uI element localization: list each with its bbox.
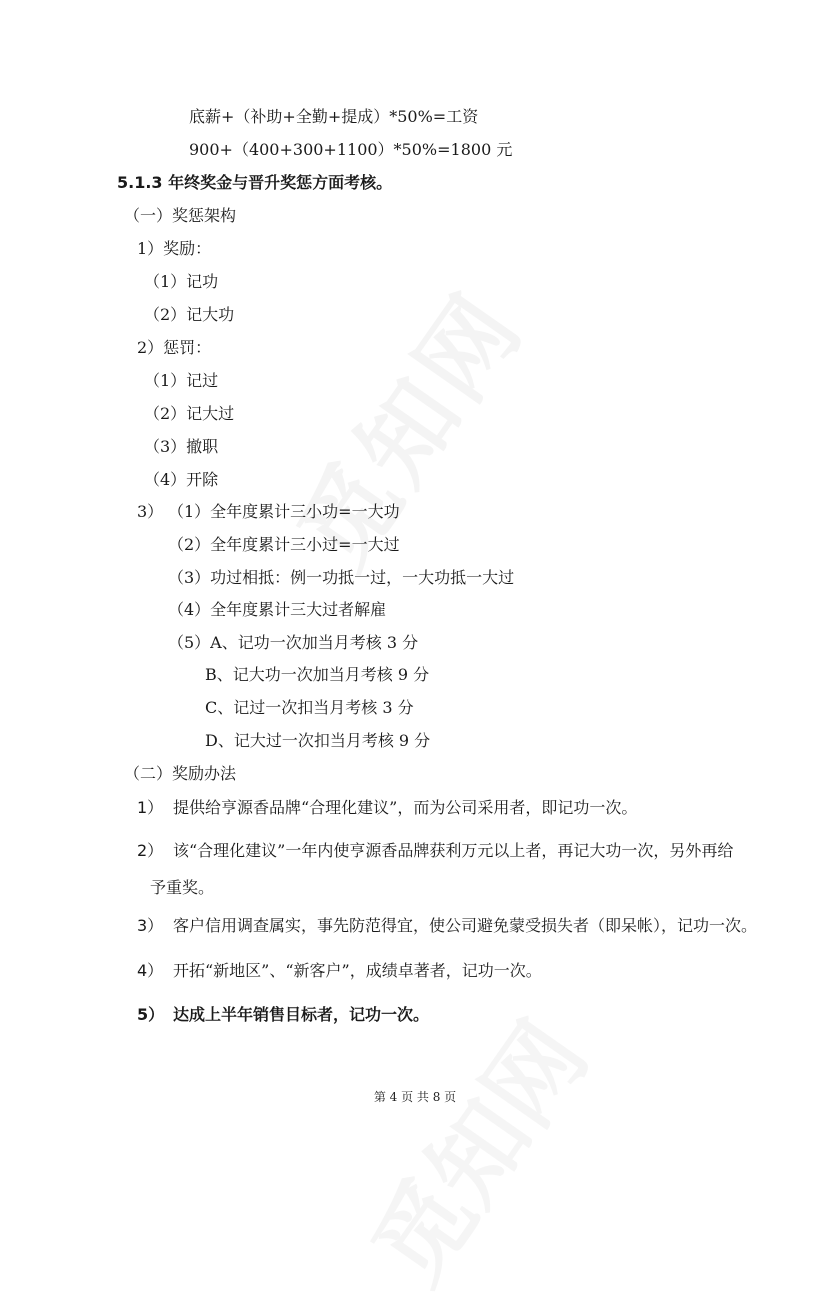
reward-item: （2）记大功 (144, 305, 235, 324)
section-heading: 5.1.3 年终奖金与晋升奖惩方面考核。 (117, 173, 393, 192)
reward-item: （1）记功 (144, 272, 219, 291)
page-footer: 第 4 页 共 8 页 (373, 1090, 457, 1104)
penalty-item: （3）撤职 (144, 437, 219, 456)
item-number: 5） (137, 1005, 165, 1024)
list-item (137, 960, 542, 982)
item-number: 1） (137, 798, 164, 817)
rule-item: （4）全年度累计三大过者解雇 (168, 600, 387, 619)
list-item (137, 840, 733, 862)
item-number: 4） (137, 961, 164, 980)
reward-label: 1）奖励： (137, 239, 212, 258)
rule-item: （2）全年度累计三小过=一大过 (168, 535, 400, 554)
rules-prefix: 3） (137, 502, 164, 521)
penalty-label: 2）惩罚： (137, 338, 212, 357)
list-item (137, 1004, 429, 1026)
sub-rule-item: D、记大过一次扣当月考核 9 分 (205, 731, 431, 750)
rule-item: （3）功过相抵：例一功抵一过，一大功抵一大过 (168, 568, 515, 587)
sub-rule-item: B、记大功一次加当月考核 9 分 (205, 665, 430, 684)
part2-title: （二）奖励办法 (124, 764, 237, 783)
formula-line-1: 底薪+（补助+全勤+提成）*50%=工资 (189, 107, 479, 126)
formula-line-2: 900+（400+300+1100）*50%=1800 元 (189, 140, 513, 159)
list-item (137, 797, 637, 819)
item-continuation: 予重奖。 (150, 878, 215, 897)
penalty-item: （4）开除 (144, 470, 219, 489)
item-number: 2） (137, 841, 164, 860)
item-text: 客户信用调查属实，事先防范得宜，使公司避免蒙受损失者（即呆帐），记功一次。 (173, 916, 758, 935)
item-text: 该“合理化建议”一年内使亨源香品牌获利万元以上者，再记大功一次，另外再给 (173, 841, 734, 860)
penalty-item: （1）记过 (144, 371, 219, 390)
penalty-item: （2）记大过 (144, 404, 235, 423)
item-number: 3） (137, 916, 164, 935)
rule-item: （5）A、记功一次加当月考核 3 分 (168, 633, 419, 652)
sub-rule-item: C、记过一次扣当月考核 3 分 (205, 698, 414, 717)
watermark-bottom (335, 991, 612, 1305)
item-text: 开拓“新地区”、“新客户”，成绩卓著者，记功一次。 (173, 961, 542, 980)
part1-title: （一）奖惩架构 (124, 206, 237, 225)
item-text: 提供给亨源香品牌“合理化建议”，而为公司采用者，即记功一次。 (173, 798, 638, 817)
list-item (137, 915, 757, 937)
rule-item: （1）全年度累计三小功=一大功 (168, 502, 400, 521)
item-text: 达成上半年销售目标者，记功一次。 (173, 1005, 430, 1024)
